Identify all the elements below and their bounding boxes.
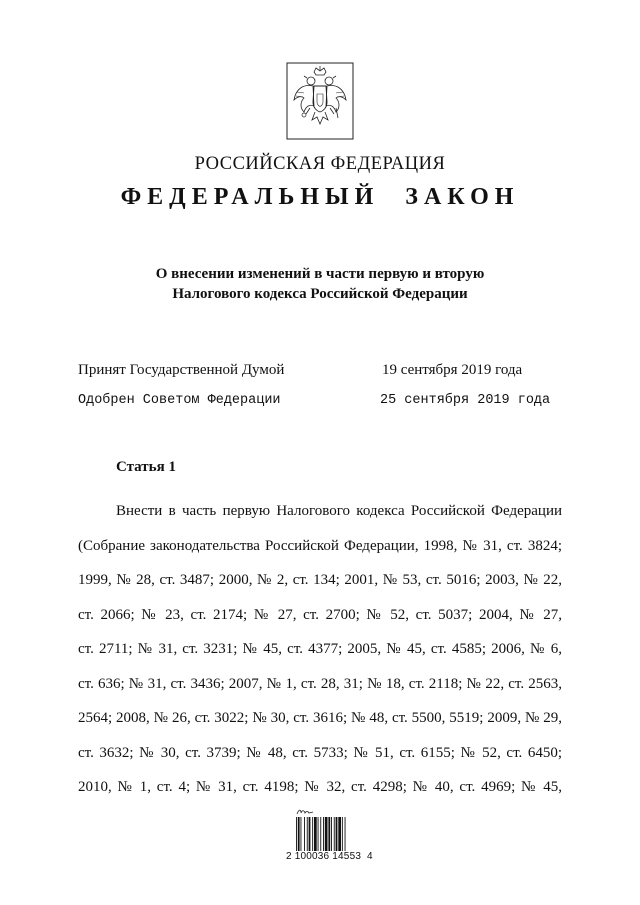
council-date: 25 сентября 2019 года <box>380 393 551 408</box>
article-line: Внести в часть первую Налогового кодекса Российской Федерации <box>116 503 562 519</box>
law-title <box>0 264 640 304</box>
duma-label: Принят Государственной Думой <box>78 362 285 378</box>
article-body <box>78 494 562 805</box>
law-title-line-2: Налогового кодекса Российской Федерации <box>172 286 468 302</box>
law-type-heading: ФЕДЕРАЛЬНЫЙ ЗАКОН <box>120 184 520 210</box>
law-title-line-1: О внесении изменений в части первую и вторую <box>155 266 485 282</box>
article-line: ст. 2711; № 31, ст. 3231; № 45, ст. 4377; 2005, № 45, ст. 4585; 2006, № 6, <box>78 641 562 657</box>
coat-of-arms-icon <box>286 62 354 140</box>
article-line: ст. 636; № 31, ст. 3436; 2007, № 1, ст. 28, 31; № 18, ст. 2118; № 22, ст. 2563, <box>78 675 562 692</box>
barcode-icon <box>296 817 364 851</box>
article-line: ст. 2066; № 23, ст. 2174; № 27, ст. 2700; № 52, ст. 5037; 2004, № 27, <box>78 606 562 623</box>
article-line: (Собрание законодательства Российской Федерации, 1998, № 31, ст. 3824; <box>78 537 562 554</box>
article-line: 2010, № 1, ст. 4; № 31, ст. 4198; № 32, ст. 4298; № 40, ст. 4969; № 45, <box>78 779 562 795</box>
article-line: 1999, № 28, ст. 3487; 2000, № 2, ст. 134; 2001, № 53, ст. 5016; 2003, № 22, <box>78 572 562 588</box>
signature-icon <box>296 808 314 816</box>
barcode-number: 2 100036 14553 4 <box>286 851 373 862</box>
article-line: 2564; 2008, № 26, ст. 3022; № 30, ст. 3616; № 48, ст. 5500, 5519; 2009, № 29, <box>78 710 562 726</box>
council-label: Одобрен Советом Федерации <box>78 393 281 408</box>
duma-date: 19 сентября 2019 года <box>382 362 523 378</box>
country-name: РОССИЙСКАЯ ФЕДЕРАЦИЯ <box>194 154 446 174</box>
article-line: ст. 3632; № 30, ст. 3739; № 48, ст. 5733; № 51, ст. 6155; № 52, ст. 6450; <box>78 744 562 761</box>
article-heading: Статья 1 <box>116 459 176 475</box>
